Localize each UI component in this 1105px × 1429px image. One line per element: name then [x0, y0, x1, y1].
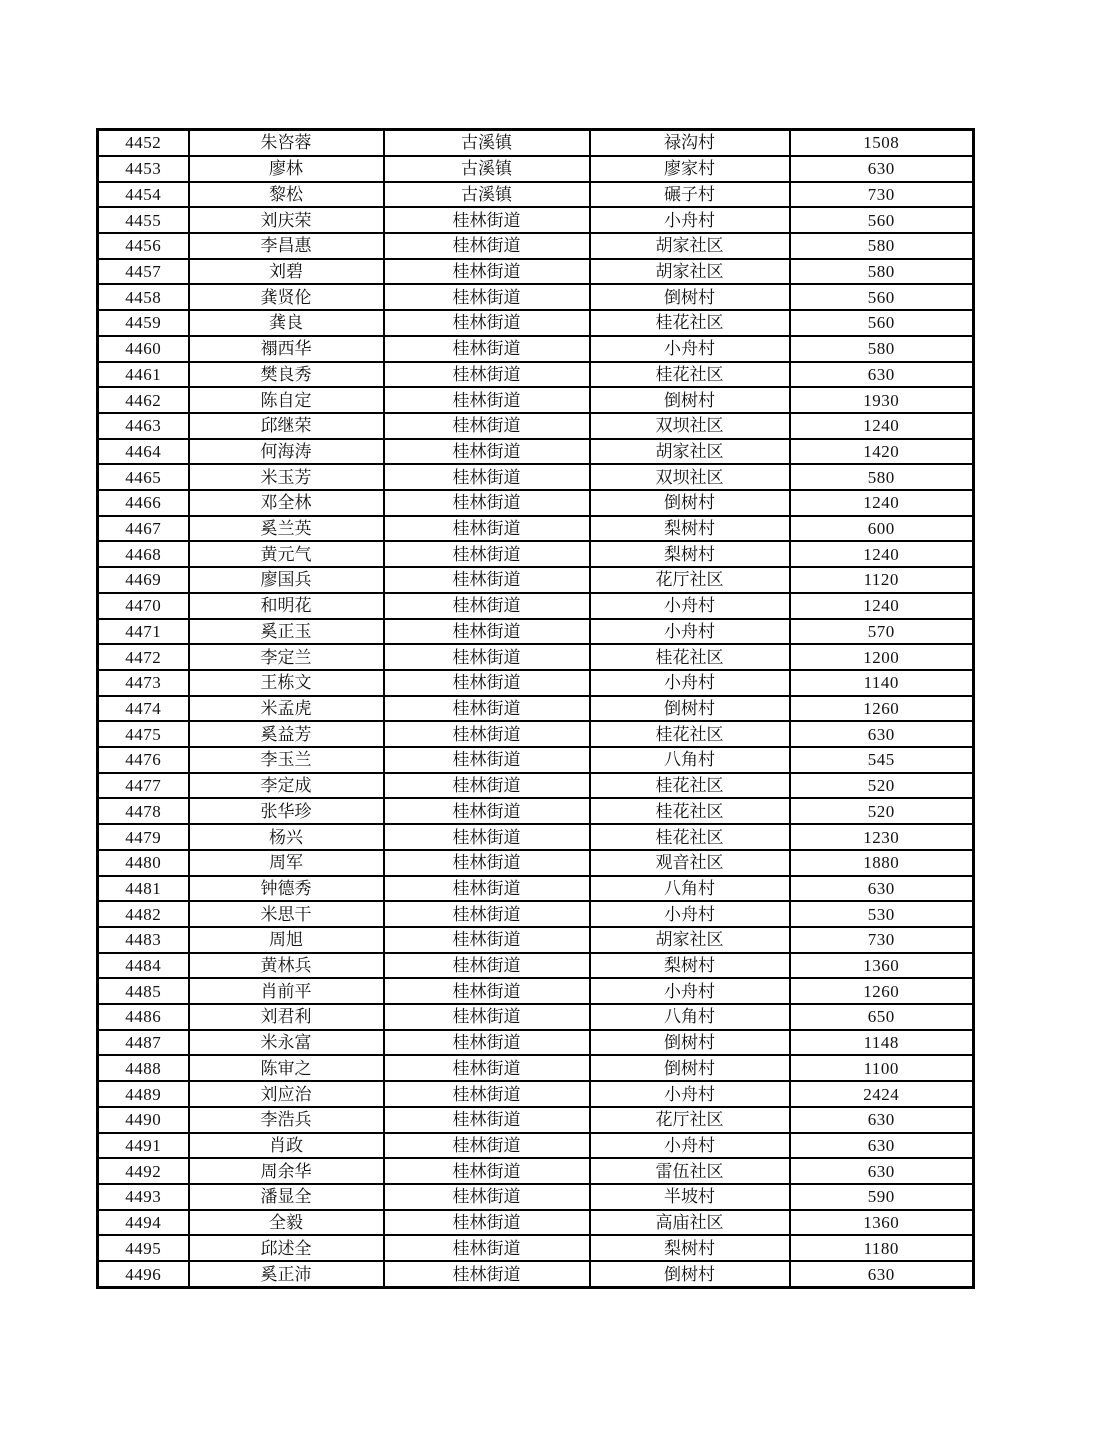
- township-cell: 桂林街道: [384, 1055, 590, 1081]
- township-cell: 桂林街道: [384, 1210, 590, 1236]
- serial-number-cell: 4480: [98, 850, 189, 876]
- amount-cell: 1420: [790, 439, 974, 465]
- table-row: [98, 362, 974, 388]
- table-row: [98, 850, 974, 876]
- table-row: [98, 747, 974, 773]
- village-cell: 禄沟村: [590, 130, 790, 156]
- table-row: [98, 1081, 974, 1107]
- village-cell: 倒树村: [590, 696, 790, 722]
- amount-cell: 1360: [790, 953, 974, 979]
- village-cell: 小舟村: [590, 1081, 790, 1107]
- serial-number-cell: 4455: [98, 207, 189, 233]
- serial-number-cell: 4472: [98, 644, 189, 670]
- serial-number-cell: 4484: [98, 953, 189, 979]
- township-cell: 桂林街道: [384, 464, 590, 490]
- village-cell: 桂花社区: [590, 798, 790, 824]
- serial-number-cell: 4481: [98, 876, 189, 902]
- serial-number-cell: 4482: [98, 901, 189, 927]
- amount-cell: 1240: [790, 413, 974, 439]
- amount-cell: 1230: [790, 824, 974, 850]
- township-cell: 桂林街道: [384, 927, 590, 953]
- village-cell: 梨树村: [590, 541, 790, 567]
- amount-cell: 1140: [790, 670, 974, 696]
- serial-number-cell: 4470: [98, 593, 189, 619]
- person-name-cell: 刘碧: [189, 259, 384, 285]
- person-name-cell: 李玉兰: [189, 747, 384, 773]
- township-cell: 桂林街道: [384, 721, 590, 747]
- village-cell: 花厅社区: [590, 567, 790, 593]
- village-cell: 小舟村: [590, 670, 790, 696]
- serial-number-cell: 4485: [98, 978, 189, 1004]
- serial-number-cell: 4496: [98, 1261, 189, 1287]
- township-cell: 桂林街道: [384, 953, 590, 979]
- person-name-cell: 李定兰: [189, 644, 384, 670]
- village-cell: 观音社区: [590, 850, 790, 876]
- serial-number-cell: 4459: [98, 310, 189, 336]
- village-cell: 碾子村: [590, 182, 790, 208]
- township-cell: 桂林街道: [384, 259, 590, 285]
- amount-cell: 630: [790, 362, 974, 388]
- table-row: [98, 670, 974, 696]
- serial-number-cell: 4489: [98, 1081, 189, 1107]
- table-row: [98, 182, 974, 208]
- serial-number-cell: 4486: [98, 1004, 189, 1030]
- table-row: [98, 207, 974, 233]
- serial-number-cell: 4468: [98, 541, 189, 567]
- amount-cell: 1240: [790, 593, 974, 619]
- serial-number-cell: 4490: [98, 1107, 189, 1133]
- person-name-cell: 周军: [189, 850, 384, 876]
- amount-cell: 630: [790, 1158, 974, 1184]
- village-cell: 胡家社区: [590, 439, 790, 465]
- person-name-cell: 王栋文: [189, 670, 384, 696]
- table-row: [98, 541, 974, 567]
- township-cell: 桂林街道: [384, 387, 590, 413]
- table-row: [98, 953, 974, 979]
- township-cell: 桂林街道: [384, 1133, 590, 1159]
- village-cell: 半坡村: [590, 1184, 790, 1210]
- person-name-cell: 杨兴: [189, 824, 384, 850]
- table-row: [98, 901, 974, 927]
- serial-number-cell: 4493: [98, 1184, 189, 1210]
- township-cell: 桂林街道: [384, 1004, 590, 1030]
- village-cell: 桂花社区: [590, 824, 790, 850]
- village-cell: 桂花社区: [590, 362, 790, 388]
- person-name-cell: 米永富: [189, 1030, 384, 1056]
- township-cell: 古溪镇: [384, 130, 590, 156]
- serial-number-cell: 4479: [98, 824, 189, 850]
- table-row: [98, 978, 974, 1004]
- person-name-cell: 张华珍: [189, 798, 384, 824]
- serial-number-cell: 4488: [98, 1055, 189, 1081]
- township-cell: 桂林街道: [384, 490, 590, 516]
- serial-number-cell: 4452: [98, 130, 189, 156]
- village-cell: 胡家社区: [590, 927, 790, 953]
- amount-cell: 520: [790, 773, 974, 799]
- township-cell: 桂林街道: [384, 1158, 590, 1184]
- amount-cell: 520: [790, 798, 974, 824]
- township-cell: 桂林街道: [384, 207, 590, 233]
- amount-cell: 1148: [790, 1030, 974, 1056]
- township-cell: 桂林街道: [384, 362, 590, 388]
- village-cell: 小舟村: [590, 593, 790, 619]
- table-row: [98, 1133, 974, 1159]
- amount-cell: 1880: [790, 850, 974, 876]
- township-cell: 桂林街道: [384, 798, 590, 824]
- serial-number-cell: 4465: [98, 464, 189, 490]
- amount-cell: 590: [790, 1184, 974, 1210]
- township-cell: 桂林街道: [384, 541, 590, 567]
- amount-cell: 1508: [790, 130, 974, 156]
- township-cell: 桂林街道: [384, 336, 590, 362]
- serial-number-cell: 4473: [98, 670, 189, 696]
- village-cell: 梨树村: [590, 1235, 790, 1261]
- township-cell: 桂林街道: [384, 439, 590, 465]
- table-row: [98, 413, 974, 439]
- person-name-cell: 邱述全: [189, 1235, 384, 1261]
- amount-cell: 580: [790, 233, 974, 259]
- table-row: [98, 1184, 974, 1210]
- township-cell: 桂林街道: [384, 567, 590, 593]
- person-name-cell: 刘应治: [189, 1081, 384, 1107]
- amount-cell: 650: [790, 1004, 974, 1030]
- amount-cell: 2424: [790, 1081, 974, 1107]
- amount-cell: 545: [790, 747, 974, 773]
- person-name-cell: 米玉芳: [189, 464, 384, 490]
- table-row: [98, 259, 974, 285]
- amount-cell: 1120: [790, 567, 974, 593]
- person-name-cell: 奚益芳: [189, 721, 384, 747]
- village-cell: 小舟村: [590, 978, 790, 1004]
- amount-cell: 730: [790, 182, 974, 208]
- serial-number-cell: 4456: [98, 233, 189, 259]
- table-row: [98, 1055, 974, 1081]
- person-name-cell: 邓全林: [189, 490, 384, 516]
- township-cell: 桂林街道: [384, 644, 590, 670]
- township-cell: 古溪镇: [384, 182, 590, 208]
- amount-cell: 580: [790, 336, 974, 362]
- township-cell: 桂林街道: [384, 1184, 590, 1210]
- village-cell: 胡家社区: [590, 233, 790, 259]
- person-name-cell: 廖林: [189, 156, 384, 182]
- township-cell: 桂林街道: [384, 901, 590, 927]
- township-cell: 桂林街道: [384, 1235, 590, 1261]
- township-cell: 桂林街道: [384, 773, 590, 799]
- serial-number-cell: 4460: [98, 336, 189, 362]
- serial-number-cell: 4453: [98, 156, 189, 182]
- person-name-cell: 龚贤伦: [189, 284, 384, 310]
- amount-cell: 1260: [790, 696, 974, 722]
- table-row: [98, 773, 974, 799]
- village-cell: 高庙社区: [590, 1210, 790, 1236]
- amount-cell: 630: [790, 1133, 974, 1159]
- village-cell: 花厅社区: [590, 1107, 790, 1133]
- table-row: [98, 233, 974, 259]
- table-row: [98, 721, 974, 747]
- village-cell: 胡家社区: [590, 259, 790, 285]
- township-cell: 桂林街道: [384, 670, 590, 696]
- person-name-cell: 禤西华: [189, 336, 384, 362]
- person-name-cell: 奚正沛: [189, 1261, 384, 1287]
- person-name-cell: 黎松: [189, 182, 384, 208]
- table-row: [98, 464, 974, 490]
- township-cell: 桂林街道: [384, 1107, 590, 1133]
- person-name-cell: 潘显全: [189, 1184, 384, 1210]
- amount-cell: 1930: [790, 387, 974, 413]
- township-cell: 桂林街道: [384, 233, 590, 259]
- township-cell: 古溪镇: [384, 156, 590, 182]
- person-name-cell: 和明花: [189, 593, 384, 619]
- person-name-cell: 钟德秀: [189, 876, 384, 902]
- amount-cell: 560: [790, 207, 974, 233]
- table-row: [98, 1235, 974, 1261]
- village-cell: 梨树村: [590, 516, 790, 542]
- person-name-cell: 肖前平: [189, 978, 384, 1004]
- village-cell: 小舟村: [590, 207, 790, 233]
- amount-cell: 580: [790, 259, 974, 285]
- person-name-cell: 李定成: [189, 773, 384, 799]
- person-name-cell: 邱继荣: [189, 413, 384, 439]
- township-cell: 桂林街道: [384, 310, 590, 336]
- village-cell: 八角村: [590, 747, 790, 773]
- village-cell: 桂花社区: [590, 721, 790, 747]
- serial-number-cell: 4458: [98, 284, 189, 310]
- table-row: [98, 1030, 974, 1056]
- table-row: [98, 798, 974, 824]
- serial-number-cell: 4462: [98, 387, 189, 413]
- serial-number-cell: 4474: [98, 696, 189, 722]
- township-cell: 桂林街道: [384, 1261, 590, 1287]
- table-row: [98, 696, 974, 722]
- table-row: [98, 876, 974, 902]
- village-cell: 倒树村: [590, 490, 790, 516]
- person-name-cell: 龚良: [189, 310, 384, 336]
- village-cell: 桂花社区: [590, 644, 790, 670]
- serial-number-cell: 4463: [98, 413, 189, 439]
- person-name-cell: 周余华: [189, 1158, 384, 1184]
- serial-number-cell: 4483: [98, 927, 189, 953]
- village-cell: 小舟村: [590, 1133, 790, 1159]
- serial-number-cell: 4477: [98, 773, 189, 799]
- person-name-cell: 刘君利: [189, 1004, 384, 1030]
- roster-table-body: [98, 130, 974, 1288]
- table-row: [98, 1261, 974, 1287]
- amount-cell: 600: [790, 516, 974, 542]
- table-row: [98, 1210, 974, 1236]
- table-row: [98, 310, 974, 336]
- township-cell: 桂林街道: [384, 696, 590, 722]
- amount-cell: 630: [790, 721, 974, 747]
- person-name-cell: 何海涛: [189, 439, 384, 465]
- table-row: [98, 516, 974, 542]
- table-row: [98, 927, 974, 953]
- person-name-cell: 陈审之: [189, 1055, 384, 1081]
- person-name-cell: 黄元气: [189, 541, 384, 567]
- serial-number-cell: 4457: [98, 259, 189, 285]
- serial-number-cell: 4476: [98, 747, 189, 773]
- township-cell: 桂林街道: [384, 593, 590, 619]
- amount-cell: 630: [790, 876, 974, 902]
- amount-cell: 1260: [790, 978, 974, 1004]
- amount-cell: 730: [790, 927, 974, 953]
- village-cell: 双坝社区: [590, 464, 790, 490]
- roster-table: [96, 128, 975, 1289]
- village-cell: 倒树村: [590, 387, 790, 413]
- amount-cell: 1240: [790, 490, 974, 516]
- table-row: [98, 387, 974, 413]
- table-row: [98, 1107, 974, 1133]
- township-cell: 桂林街道: [384, 1030, 590, 1056]
- table-row: [98, 619, 974, 645]
- township-cell: 桂林街道: [384, 619, 590, 645]
- amount-cell: 630: [790, 1261, 974, 1287]
- amount-cell: 1180: [790, 1235, 974, 1261]
- village-cell: 廖家村: [590, 156, 790, 182]
- township-cell: 桂林街道: [384, 978, 590, 1004]
- serial-number-cell: 4492: [98, 1158, 189, 1184]
- person-name-cell: 米思干: [189, 901, 384, 927]
- person-name-cell: 廖国兵: [189, 567, 384, 593]
- village-cell: 小舟村: [590, 901, 790, 927]
- person-name-cell: 肖政: [189, 1133, 384, 1159]
- person-name-cell: 奚正玉: [189, 619, 384, 645]
- amount-cell: 570: [790, 619, 974, 645]
- table-row: [98, 439, 974, 465]
- serial-number-cell: 4495: [98, 1235, 189, 1261]
- table-row: [98, 1004, 974, 1030]
- serial-number-cell: 4464: [98, 439, 189, 465]
- amount-cell: 1360: [790, 1210, 974, 1236]
- village-cell: 倒树村: [590, 1055, 790, 1081]
- person-name-cell: 周旭: [189, 927, 384, 953]
- serial-number-cell: 4478: [98, 798, 189, 824]
- amount-cell: 630: [790, 1107, 974, 1133]
- serial-number-cell: 4471: [98, 619, 189, 645]
- serial-number-cell: 4475: [98, 721, 189, 747]
- amount-cell: 560: [790, 284, 974, 310]
- person-name-cell: 樊良秀: [189, 362, 384, 388]
- table-row: [98, 824, 974, 850]
- person-name-cell: 米孟虎: [189, 696, 384, 722]
- person-name-cell: 朱咨蓉: [189, 130, 384, 156]
- table-row: [98, 156, 974, 182]
- table-row: [98, 1158, 974, 1184]
- village-cell: 八角村: [590, 1004, 790, 1030]
- village-cell: 梨树村: [590, 953, 790, 979]
- table-row: [98, 593, 974, 619]
- township-cell: 桂林街道: [384, 284, 590, 310]
- person-name-cell: 奚兰英: [189, 516, 384, 542]
- village-cell: 八角村: [590, 876, 790, 902]
- person-name-cell: 陈自定: [189, 387, 384, 413]
- township-cell: 桂林街道: [384, 876, 590, 902]
- village-cell: 双坝社区: [590, 413, 790, 439]
- village-cell: 小舟村: [590, 619, 790, 645]
- person-name-cell: 刘庆荣: [189, 207, 384, 233]
- village-cell: 倒树村: [590, 284, 790, 310]
- township-cell: 桂林街道: [384, 850, 590, 876]
- amount-cell: 630: [790, 156, 974, 182]
- amount-cell: 560: [790, 310, 974, 336]
- serial-number-cell: 4454: [98, 182, 189, 208]
- table-row: [98, 490, 974, 516]
- township-cell: 桂林街道: [384, 824, 590, 850]
- person-name-cell: 黄林兵: [189, 953, 384, 979]
- table-row: [98, 284, 974, 310]
- serial-number-cell: 4467: [98, 516, 189, 542]
- township-cell: 桂林街道: [384, 413, 590, 439]
- serial-number-cell: 4494: [98, 1210, 189, 1236]
- amount-cell: 530: [790, 901, 974, 927]
- township-cell: 桂林街道: [384, 1081, 590, 1107]
- table-row: [98, 567, 974, 593]
- amount-cell: 1200: [790, 644, 974, 670]
- village-cell: 桂花社区: [590, 773, 790, 799]
- amount-cell: 1240: [790, 541, 974, 567]
- table-row: [98, 130, 974, 156]
- serial-number-cell: 4461: [98, 362, 189, 388]
- village-cell: 倒树村: [590, 1030, 790, 1056]
- amount-cell: 580: [790, 464, 974, 490]
- serial-number-cell: 4487: [98, 1030, 189, 1056]
- village-cell: 小舟村: [590, 336, 790, 362]
- person-name-cell: 李浩兵: [189, 1107, 384, 1133]
- township-cell: 桂林街道: [384, 516, 590, 542]
- amount-cell: 1100: [790, 1055, 974, 1081]
- serial-number-cell: 4491: [98, 1133, 189, 1159]
- person-name-cell: 李昌惠: [189, 233, 384, 259]
- township-cell: 桂林街道: [384, 747, 590, 773]
- serial-number-cell: 4469: [98, 567, 189, 593]
- village-cell: 雷伍社区: [590, 1158, 790, 1184]
- table-row: [98, 644, 974, 670]
- person-name-cell: 全毅: [189, 1210, 384, 1236]
- serial-number-cell: 4466: [98, 490, 189, 516]
- village-cell: 桂花社区: [590, 310, 790, 336]
- table-row: [98, 336, 974, 362]
- village-cell: 倒树村: [590, 1261, 790, 1287]
